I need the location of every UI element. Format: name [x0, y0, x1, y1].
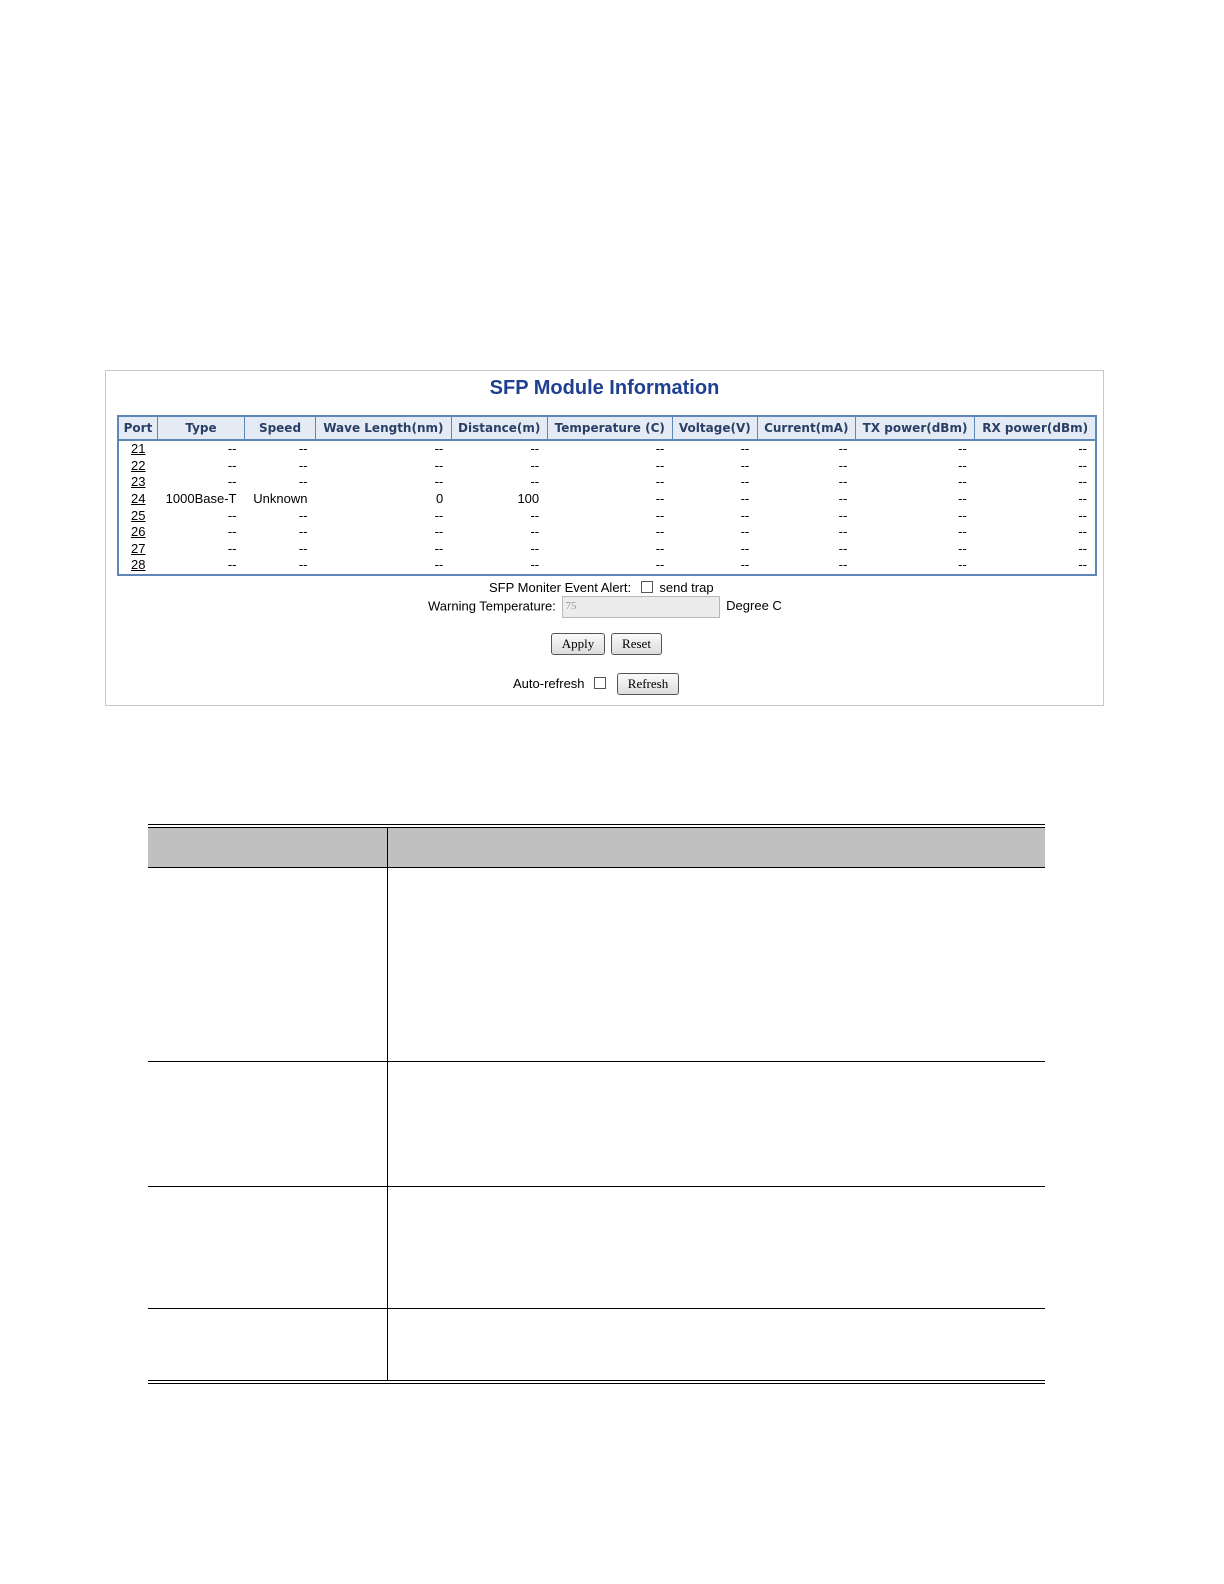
auto-refresh-label: Auto-refresh — [513, 676, 585, 691]
type-cell: -- — [227, 557, 237, 573]
tx-power-cell: -- — [958, 524, 967, 540]
wave-length-cell: -- — [434, 457, 444, 473]
table-row — [118, 507, 1096, 524]
current-cell: -- — [838, 524, 848, 540]
temperature-cell: -- — [655, 441, 665, 457]
temperature-cell: -- — [655, 491, 665, 507]
port-cell — [118, 491, 158, 508]
refresh-button[interactable]: Refresh — [617, 673, 679, 695]
event-alert-line — [489, 580, 714, 595]
temperature-cell: -- — [655, 507, 665, 523]
type-cell: -- — [227, 457, 237, 473]
voltage-cell: -- — [740, 540, 750, 556]
current-cell: -- — [838, 457, 848, 473]
port-link[interactable]: 23 — [131, 474, 146, 490]
voltage-cell: -- — [740, 524, 750, 540]
row-divider — [148, 1186, 1045, 1187]
current-cell: -- — [838, 557, 848, 573]
port-cell — [118, 557, 158, 575]
wave-length-cell: -- — [434, 507, 444, 523]
temperature-cell: -- — [655, 557, 665, 573]
panel-title: SFP Module Information — [489, 377, 720, 399]
wave-length-cell: -- — [434, 540, 444, 556]
current-cell: -- — [838, 441, 848, 457]
temperature-cell: -- — [655, 540, 665, 556]
auto-refresh-line — [513, 676, 606, 691]
rx-power-cell: -- — [1078, 474, 1087, 490]
voltage-cell: -- — [740, 557, 750, 573]
port-cell — [118, 541, 158, 558]
row-divider — [148, 1061, 1045, 1062]
column-header-current: Current(mA) — [757, 416, 855, 440]
speed-cell: -- — [298, 524, 308, 540]
column-divider — [387, 828, 388, 1380]
event-alert-label: SFP Moniter Event Alert: — [489, 580, 632, 595]
distance-cell: -- — [530, 524, 540, 540]
warning-temperature-label: Warning Temperature: — [428, 598, 556, 614]
table-row — [118, 541, 1096, 558]
description-table — [148, 824, 1045, 1384]
warning-temperature-line — [428, 596, 782, 618]
warning-temperature-input[interactable]: 75 — [562, 596, 720, 618]
temperature-cell: -- — [655, 474, 665, 490]
type-cell: -- — [227, 540, 237, 556]
current-cell: -- — [838, 474, 848, 490]
description-table-header — [148, 828, 1045, 868]
send-trap-checkbox[interactable] — [641, 581, 653, 593]
row-divider — [148, 1308, 1045, 1309]
type-cell: -- — [227, 507, 237, 523]
port-link[interactable]: 25 — [131, 507, 146, 523]
wave-length-cell: -- — [434, 557, 444, 573]
current-cell: -- — [838, 491, 848, 507]
port-link[interactable]: 26 — [131, 524, 146, 540]
tx-power-cell: -- — [958, 457, 967, 473]
degree-label: Degree C — [726, 598, 782, 614]
distance-cell: -- — [530, 557, 540, 573]
voltage-cell: -- — [740, 507, 750, 523]
temperature-cell: -- — [655, 457, 665, 473]
table-row — [118, 524, 1096, 541]
port-cell — [118, 507, 158, 524]
column-header-temperature: Temperature (C) — [547, 416, 672, 440]
voltage-cell: -- — [740, 474, 750, 490]
voltage-cell: -- — [740, 491, 750, 507]
speed-cell: -- — [298, 441, 308, 457]
table-row — [118, 458, 1096, 475]
speed-cell: Unknown — [253, 491, 308, 507]
temperature-cell: -- — [655, 524, 665, 540]
distance-cell: -- — [530, 540, 540, 556]
voltage-cell: -- — [740, 457, 750, 473]
rx-power-cell: -- — [1078, 457, 1087, 473]
speed-cell: -- — [298, 474, 308, 490]
rx-power-cell: -- — [1078, 491, 1087, 507]
column-header-port: Port — [118, 416, 158, 440]
distance-cell: -- — [530, 457, 540, 473]
tx-power-cell: -- — [958, 491, 967, 507]
port-link[interactable]: 21 — [131, 441, 146, 457]
rx-power-cell: -- — [1078, 507, 1087, 523]
distance-cell: -- — [530, 441, 540, 457]
current-cell: -- — [838, 540, 848, 556]
tx-power-cell: -- — [958, 507, 967, 523]
port-link[interactable]: 27 — [131, 540, 146, 556]
tx-power-cell: -- — [958, 540, 967, 556]
auto-refresh-checkbox[interactable] — [594, 677, 606, 689]
wave-length-cell: -- — [434, 524, 444, 540]
sfp-info-table — [117, 415, 1097, 576]
speed-cell: -- — [298, 540, 308, 556]
table-row — [118, 557, 1096, 575]
table-row — [118, 440, 1096, 458]
distance-cell: -- — [530, 507, 540, 523]
type-cell: 1000Base-T — [165, 491, 237, 507]
column-header-distance: Distance(m) — [451, 416, 547, 440]
port-cell — [118, 524, 158, 541]
column-header-speed: Speed — [245, 416, 316, 440]
column-header-tx-power: TX power(dBm) — [855, 416, 975, 440]
port-cell — [118, 474, 158, 491]
type-cell: -- — [227, 474, 237, 490]
sfp-module-panel — [105, 370, 1104, 706]
type-cell: -- — [227, 524, 237, 540]
column-header-voltage: Voltage(V) — [672, 416, 757, 440]
port-link[interactable]: 24 — [131, 491, 146, 507]
distance-cell: -- — [530, 474, 540, 490]
table-row — [118, 474, 1096, 491]
type-cell: -- — [227, 441, 237, 457]
distance-cell: 100 — [517, 491, 540, 507]
wave-length-cell: -- — [434, 474, 444, 490]
apply-button[interactable]: Apply — [551, 633, 605, 655]
wave-length-cell: 0 — [436, 491, 444, 507]
table-row — [118, 491, 1096, 508]
port-link[interactable]: 28 — [131, 557, 146, 573]
column-header-rx-power: RX power(dBm) — [975, 416, 1096, 440]
send-trap-label: send trap — [659, 580, 714, 595]
wave-length-cell: -- — [434, 441, 444, 457]
column-header-type: Type — [158, 416, 245, 440]
speed-cell: -- — [298, 507, 308, 523]
speed-cell: -- — [298, 557, 308, 573]
tx-power-cell: -- — [958, 557, 967, 573]
reset-button[interactable]: Reset — [611, 633, 662, 655]
port-cell — [118, 458, 158, 475]
tx-power-cell: -- — [958, 474, 967, 490]
port-link[interactable]: 22 — [131, 457, 146, 473]
current-cell: -- — [838, 507, 848, 523]
rx-power-cell: -- — [1078, 540, 1087, 556]
column-header-wave-length: Wave Length(nm) — [316, 416, 452, 440]
speed-cell: -- — [298, 457, 308, 473]
sfp-table-body — [118, 440, 1096, 575]
voltage-cell: -- — [740, 441, 750, 457]
rx-power-cell: -- — [1078, 524, 1087, 540]
table-header-row — [118, 416, 1096, 440]
tx-power-cell: -- — [958, 441, 967, 457]
port-cell — [118, 440, 158, 458]
rx-power-cell: -- — [1078, 557, 1087, 573]
rx-power-cell: -- — [1078, 441, 1087, 457]
